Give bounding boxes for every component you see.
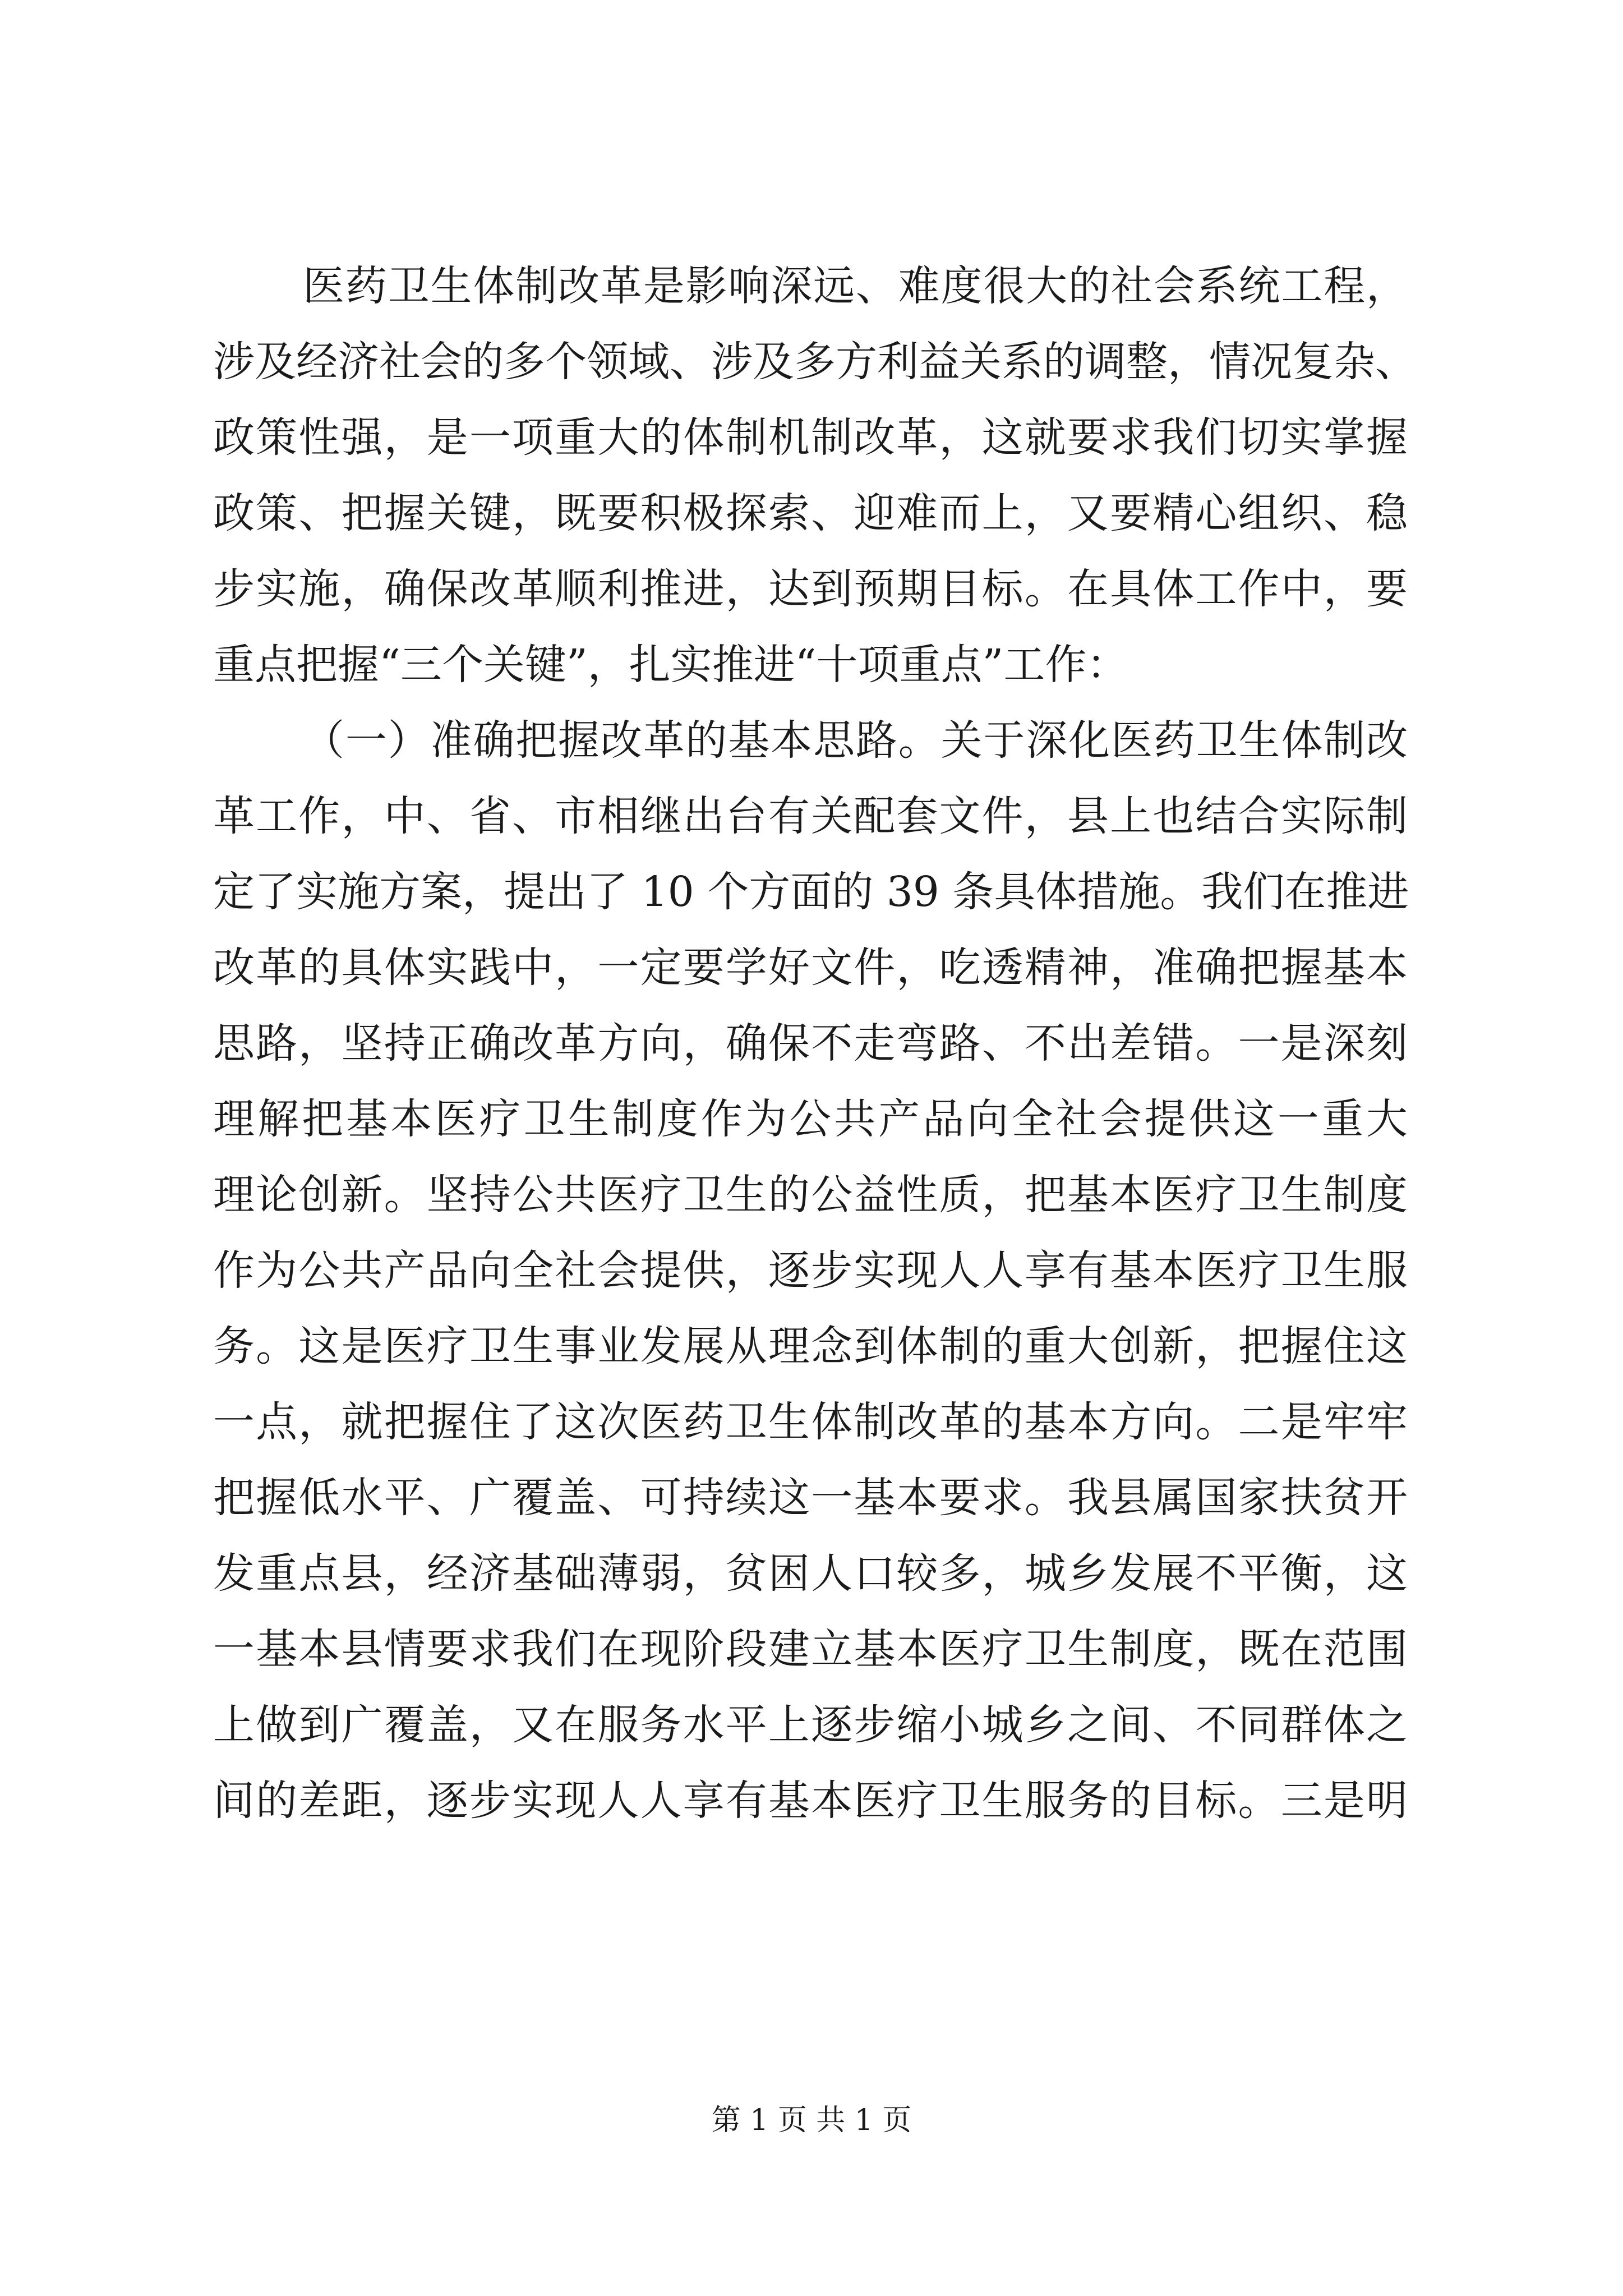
paragraph-line-1: 医药卫生体制改革是影响深远、难度很大的社会系统工程， xyxy=(303,262,1408,310)
paragraph-line-13: 理论创新。坚持公共医疗卫生的公益性质，把基本医疗卫生制度 xyxy=(213,1171,1408,1219)
paragraph-line-8: 革工作，中、省、市相继出台有关配套文件，县上也结合实际制 xyxy=(213,792,1408,840)
paragraph-line-20: 上做到广覆盖，又在服务水平上逐步缩小城乡之间、不同群体之 xyxy=(213,1701,1408,1749)
paragraph-line-18: 发重点县，经济基础薄弱，贫困人口较多，城乡发展不平衡，这 xyxy=(213,1549,1408,1598)
paragraph-line-4: 政策、把握关键，既要积极探索、迎难而上，又要精心组织、稳 xyxy=(213,489,1408,537)
page-number-footer: 第 1 页 共 1 页 xyxy=(711,2104,912,2137)
paragraph-line-15: 务。这是医疗卫生事业发展从理念到体制的重大创新，把握住这 xyxy=(213,1322,1408,1370)
paragraph-line-2: 涉及经济社会的多个领域、涉及多方利益关系的调整，情况复杂、 xyxy=(213,338,1417,386)
paragraph-line-19: 一基本县情要求我们在现阶段建立基本医疗卫生制度，既在范围 xyxy=(213,1625,1408,1673)
paragraph-line-21: 间的差距，逐步实现人人享有基本医疗卫生服务的目标。三是明 xyxy=(213,1777,1408,1825)
paragraph-line-16: 一点，就把握住了这次医药卫生体制改革的基本方向。二是牢牢 xyxy=(213,1398,1408,1446)
paragraph-line-11: 思路，坚持正确改革方向，确保不走弯路、不出差错。一是深刻 xyxy=(213,1019,1408,1068)
paragraph-line-3: 政策性强，是一项重大的体制机制改革，这就要求我们切实掌握 xyxy=(213,413,1408,462)
paragraph-line-9: 定了实施方案，提出了 10 个方面的 39 条具体措施。我们在推进 xyxy=(213,868,1409,916)
paragraph-line-10: 改革的具体实践中，一定要学好文件，吃透精神，准确把握基本 xyxy=(213,944,1408,992)
paragraph-line-6: 重点把握“三个关键”，扎实推进“十项重点”工作： xyxy=(213,641,1128,689)
paragraph-line-14: 作为公共产品向全社会提供，逐步实现人人享有基本医疗卫生服 xyxy=(213,1246,1408,1295)
section-heading-line: （一）准确把握改革的基本思路。关于深化医药卫生体制改 xyxy=(303,716,1408,765)
paragraph-line-12: 理解把基本医疗卫生制度作为公共产品向全社会提供这一重大 xyxy=(213,1095,1408,1143)
paragraph-line-5: 步实施，确保改革顺利推进，达到预期目标。在具体工作中，要 xyxy=(213,565,1408,613)
paragraph-line-17: 把握低水平、广覆盖、可持续这一基本要求。我县属国家扶贫开 xyxy=(213,1474,1408,1522)
